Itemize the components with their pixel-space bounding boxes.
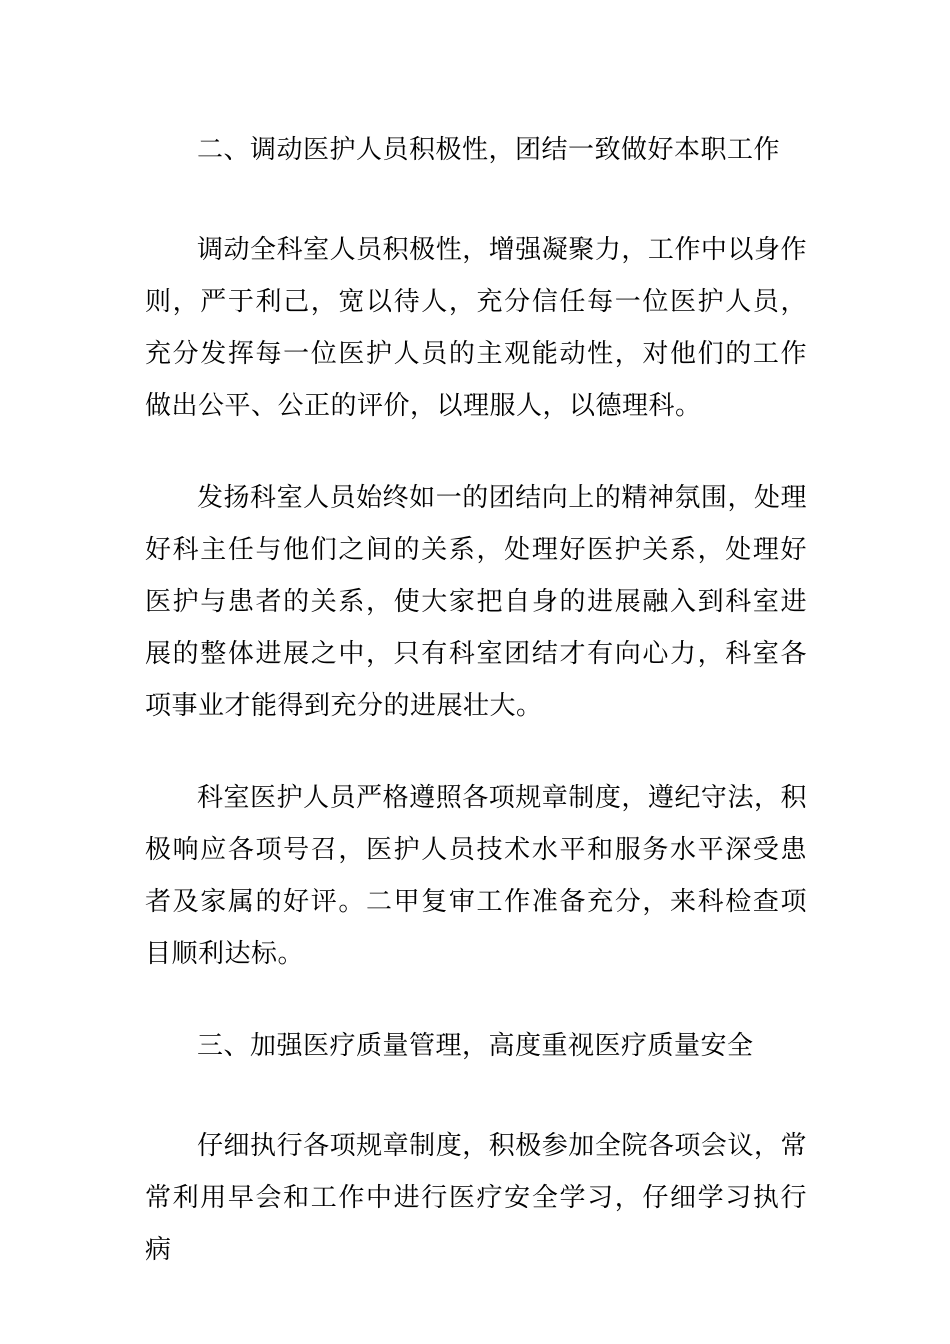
- paragraph-motivation: 调动全科室人员积极性，增强凝聚力，工作中以身作则，严于利己，宽以待人，充分信任每一位医护人员，充分发挥每一位医护人员的主观能动性，对他们的工作做出公平、公正的评价，以理服人，以德理科。: [145, 235, 807, 421]
- section-heading-2: 二、调动医护人员积极性，团结一致做好本职工作: [197, 135, 781, 165]
- paragraph-unity: 发扬科室人员始终如一的团结向上的精神氛围，处理好科主任与他们之间的关系，处理好医护关系，处理好医护与患者的关系，使大家把自身的进展融入到科室进展的整体进展之中，只有科室团结才有向心力，科室各项事业才能得到充分的进展壮大。: [145, 483, 807, 721]
- section-heading-3: 三、加强医疗质量管理，高度重视医疗质量安全: [197, 1031, 754, 1061]
- paragraph-quality: 仔细执行各项规章制度，积极参加全院各项会议，常常利用早会和工作中进行医疗安全学习，仔细学习执行病: [145, 1131, 807, 1265]
- paragraph-compliance: 科室医护人员严格遵照各项规章制度，遵纪守法，积极响应各项号召，医护人员技术水平和服务水平深受患者及家属的好评。二甲复审工作准备充分，来科检查项目顺利达标。: [145, 783, 807, 969]
